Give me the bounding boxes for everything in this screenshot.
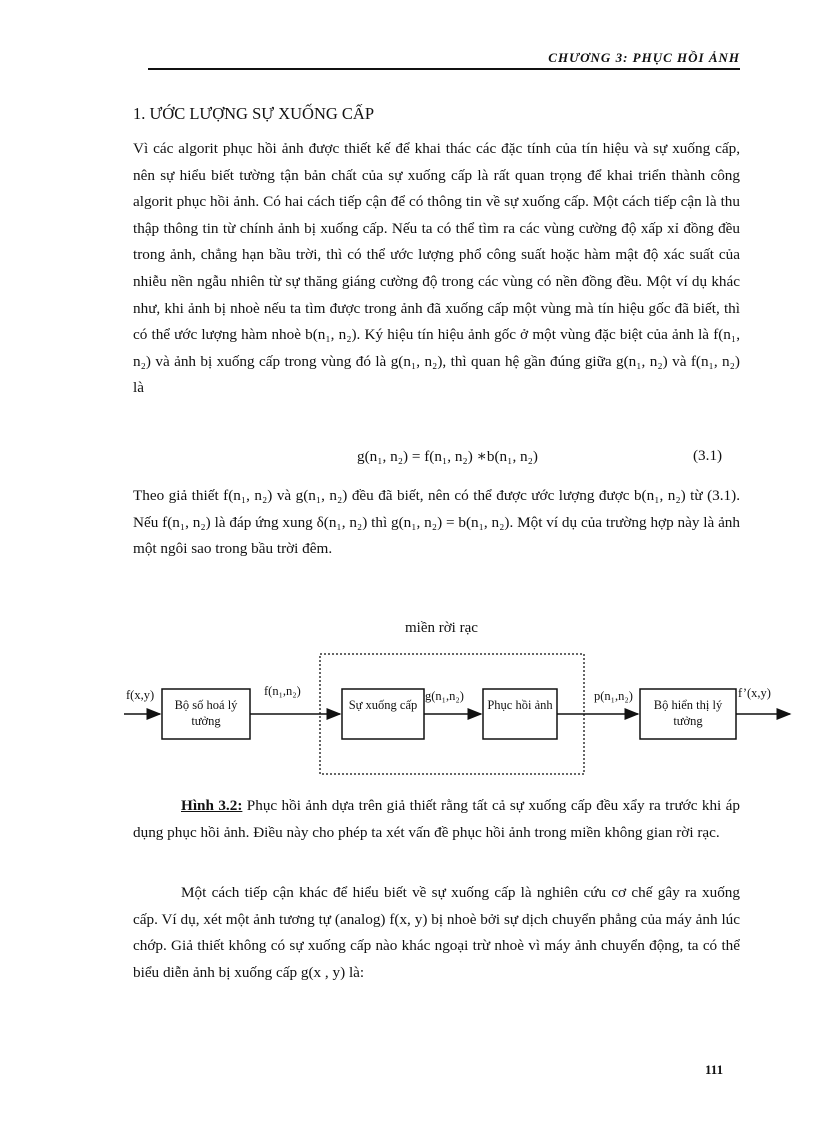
display-label: Bộ hiển thị lý tưởng [653,698,723,728]
equation-number: (3.1) [693,447,723,464]
section-title: 1. ƯỚC LƯỢNG SỰ XUỐNG CẤP [133,104,375,123]
figure-caption [133,793,740,846]
paragraph-1-text: Vì các algorit phục hồi ảnh được thiết kế để khai thác các đặc tính của tín hiệu và sự xuống cấp, nên sự hiểu biết tường tận bản chất của sự xuống cấp là rất quan trọng để khai triển thành công algorit phục hồi ảnh. Có hai cách tiếp cận để có thông tin về sự xuống cấp. Một cách tiếp cận là thu thập thông tin từ chính ảnh bị xuống cấp. Nếu ta có thể tìm ra các vùng cường độ xấp xỉ đồng đều trong ảnh, chẳng hạn bầu trời, thì có thể ước lượng phổ công suất hoặc hàm mật độ xác suất của nhiễu nền ngẫu nhiên từ sự thăng giáng cường độ trong các vùng có nền đồng đều. Một ví dụ khác như, khi ảnh bị nhoè nếu ta tìm được trong ảnh đã xuống cấp một vùng mà tín hiệu gốc đã biết, thì có thể ước lượng hàm nhoè b(n₁, n₂). Ký hiệu tín hiệu ảnh gốc ở một vùng đặc biệt của ảnh là f(n₁, n₂) và ảnh bị xuống cấp trong vùng đó là g(n₁, n₂), thì quan hệ gần đúng giữa g(n₁, n₂) và f(n₁, n₂) là [133,140,740,397]
paragraph-3-text: Một cách tiếp cận khác để hiểu biết về sự xuống cấp là nghiên cứu cơ chế gây ra xuống cấp. Ví dụ, xét một ảnh tương tự (analog) f(x, y) bị nhoè bởi sự dịch chuyển phẳng của máy ảnh lúc chớp. Giả thiết không có sự xuống cấp nào khác ngoại trừ nhoè vì máy ảnh chuyển động, ta có thể biểu diễn ảnh bị xuống cấp g(x , y) là: [133,884,740,981]
caption-label: Hình 3.2: [181,797,243,814]
paragraph-2-text: Theo giả thiết f(n₁, n₂) và g(n₁, n₂) đều đã biết, nên có thể được ước lượng được b(n₁, n₂) từ (3.1). Nếu f(n₁, n₂) là đáp ứng xung δ(n₁, n₂) thì g(n₁, n₂) = b(n₁, n₂). Một ví dụ của trường hợp này là ảnh một ngôi sao trong bầu trời đêm. [133,487,740,558]
equation: g(n₁, n₂) = f(n₁, n₂) ∗b(n₁, n₂) [357,448,538,465]
signal-degraded: g(n₁,n₂) [425,689,464,703]
page-number: 111 [705,1062,724,1077]
sampler-label: Bộ số hoá lý tưởng [174,698,238,728]
region-label: miền rời rạc [405,620,478,636]
signal-restored: p(n₁,n₂) [594,689,633,703]
signal-input: f(x,y) [126,688,155,702]
paragraph-3 [133,880,740,986]
caption-text: Phục hồi ảnh dựa trên giả thiết rằng tất cả sự xuống cấp đều xẩy ra trước khi áp dụng phục hồi ảnh. Điều này cho phép ta xét vấn đề phục hồi ảnh trong miền không gian rời rạc. [133,797,740,841]
signal-sampled: f(n₁,n₂) [264,684,301,698]
signal-output: f’(x,y) [738,686,771,700]
degradation-label: Sự xuống cấp [348,698,418,712]
chapter-header: CHƯƠNG 3: PHỤC HỒI ẢNH [548,50,740,65]
restoration-label: Phục hồi ảnh [487,698,553,712]
